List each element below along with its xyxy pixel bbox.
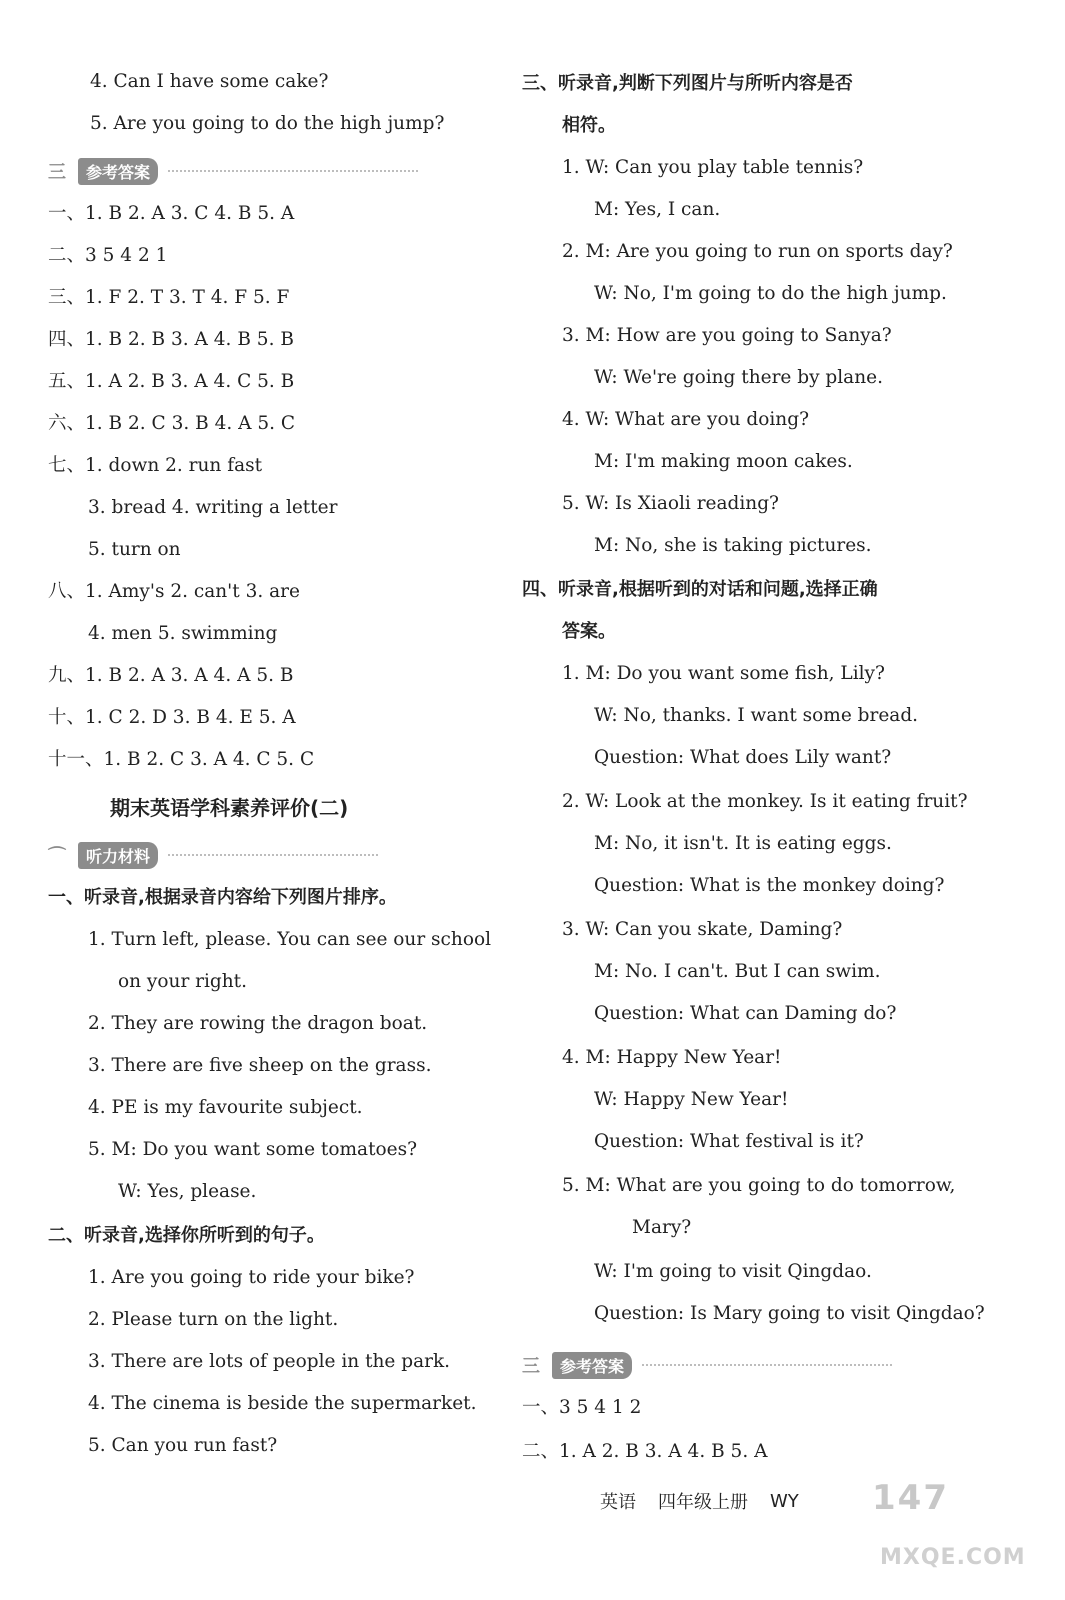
q3-item: M: Yes, I can.	[594, 199, 721, 220]
q3-item: 4. W: What are you doing?	[562, 409, 809, 430]
q3-item: 5. W: Is Xiaoli reading?	[562, 493, 779, 514]
q1-item: W: Yes, please.	[118, 1181, 257, 1202]
headphone-icon: ⌒	[48, 846, 66, 867]
q2-item: 3. There are lots of people in the park.	[88, 1351, 451, 1372]
answers-label: 参考答案	[552, 1352, 632, 1379]
q4-item: W: Happy New Year!	[594, 1089, 789, 1110]
answer-row: 二、3 5 4 2 1	[48, 245, 168, 266]
q1-item: on your right.	[118, 971, 247, 992]
q3-heading-cont: 相符。	[562, 115, 616, 136]
answer-row: 十、1. C 2. D 3. B 4. E 5. A	[48, 707, 296, 728]
q4-item: 3. W: Can you skate, Daming?	[562, 919, 843, 940]
section-mark: 三	[48, 162, 66, 183]
answer-row: 4. men 5. swimming	[88, 623, 278, 644]
answer-row: 七、1. down 2. run fast	[48, 455, 263, 476]
answers-label: 参考答案	[78, 158, 158, 185]
q4-item: M: No, it isn't. It is eating eggs.	[594, 833, 892, 854]
answer-row: 一、3 5 4 1 2	[522, 1397, 642, 1418]
q2-item: 2. Please turn on the light.	[88, 1309, 339, 1330]
listening-item-5: 5. Are you going to do the high jump?	[90, 113, 445, 134]
page-number: 147	[872, 1478, 949, 1518]
q4-item: 5. M: What are you going to do tomorrow,	[562, 1175, 956, 1196]
q1-item: 2. They are rowing the dragon boat.	[88, 1013, 428, 1034]
q4-item: Question: What can Daming do?	[594, 1003, 897, 1024]
q1-item: 3. There are five sheep on the grass.	[88, 1055, 432, 1076]
divider	[642, 1364, 892, 1366]
q2-heading: 二、听录音,选择你所听到的句子。	[48, 1225, 325, 1246]
watermark: MXQE.COM	[880, 1545, 1026, 1570]
q3-item: 1. W: Can you play table tennis?	[562, 157, 864, 178]
answer-row: 5. turn on	[88, 539, 181, 560]
q3-heading: 三、听录音,判断下列图片与所听内容是否	[522, 73, 853, 94]
q4-heading: 四、听录音,根据听到的对话和问题,选择正确	[522, 579, 878, 600]
answer-row: 九、1. B 2. A 3. A 4. A 5. B	[48, 665, 294, 686]
answer-row: 五、1. A 2. B 3. A 4. C 5. B	[48, 371, 295, 392]
q3-item: W: We're going there by plane.	[594, 367, 883, 388]
q4-item: Question: Is Mary going to visit Qingdao?	[594, 1303, 985, 1324]
answer-row: 六、1. B 2. C 3. B 4. A 5. C	[48, 413, 296, 434]
q2-item: 4. The cinema is beside the supermarket.	[88, 1393, 477, 1414]
answer-row: 三、1. F 2. T 3. T 4. F 5. F	[48, 287, 290, 308]
listening-item-4: 4. Can I have some cake?	[90, 71, 329, 92]
listening-header	[48, 842, 378, 868]
exam-title: 期末英语学科素养评价(二)	[110, 796, 349, 820]
q3-item: 2. M: Are you going to run on sports day?	[562, 241, 953, 262]
answers-header-left	[48, 158, 418, 184]
q4-item: Mary?	[632, 1217, 692, 1238]
divider	[168, 170, 418, 172]
q4-item: 4. M: Happy New Year!	[562, 1047, 782, 1068]
q1-item: 5. M: Do you want some tomatoes?	[88, 1139, 417, 1160]
q4-item: W: I'm going to visit Qingdao.	[594, 1261, 872, 1282]
q3-item: W: No, I'm going to do the high jump.	[594, 283, 947, 304]
q4-item: 2. W: Look at the monkey. Is it eating fruit?	[562, 791, 968, 812]
q4-item: M: No. I can't. But I can swim.	[594, 961, 881, 982]
q4-item: Question: What festival is it?	[594, 1131, 864, 1152]
q3-item: 3. M: How are you going to Sanya?	[562, 325, 892, 346]
q4-item: Question: What does Lily want?	[594, 747, 892, 768]
q1-heading: 一、听录音,根据录音内容给下列图片排序。	[48, 887, 397, 908]
q2-item: 5. Can you run fast?	[88, 1435, 278, 1456]
q1-item: 1. Turn left, please. You can see our school	[88, 929, 492, 950]
divider	[168, 854, 378, 856]
q4-item: 1. M: Do you want some fish, Lily?	[562, 663, 885, 684]
q3-item: M: No, she is taking pictures.	[594, 535, 872, 556]
footer-edition: WY	[770, 1490, 799, 1512]
q1-item: 4. PE is my favourite subject.	[88, 1097, 363, 1118]
section-mark: 三	[522, 1356, 540, 1377]
q4-item: W: No, thanks. I want some bread.	[594, 705, 919, 726]
answer-row: 十一、1. B 2. C 3. A 4. C 5. C	[48, 749, 315, 770]
q4-heading-cont: 答案。	[562, 621, 616, 642]
q4-item: Question: What is the monkey doing?	[594, 875, 945, 896]
answer-row: 二、1. A 2. B 3. A 4. B 5. A	[522, 1441, 768, 1462]
footer-grade: 四年级上册	[658, 1492, 748, 1513]
answers-header-right	[522, 1352, 892, 1378]
answer-row: 一、1. B 2. A 3. C 4. B 5. A	[48, 203, 295, 224]
footer-subject: 英语	[600, 1492, 636, 1513]
answer-row: 四、1. B 2. B 3. A 4. B 5. B	[48, 329, 294, 350]
listening-label: 听力材料	[78, 842, 158, 869]
answer-row: 3. bread 4. writing a letter	[88, 497, 338, 518]
q3-item: M: I'm making moon cakes.	[594, 451, 853, 472]
q2-item: 1. Are you going to ride your bike?	[88, 1267, 415, 1288]
page-footer	[600, 1488, 799, 1514]
answer-row: 八、1. Amy's 2. can't 3. are	[48, 581, 300, 602]
